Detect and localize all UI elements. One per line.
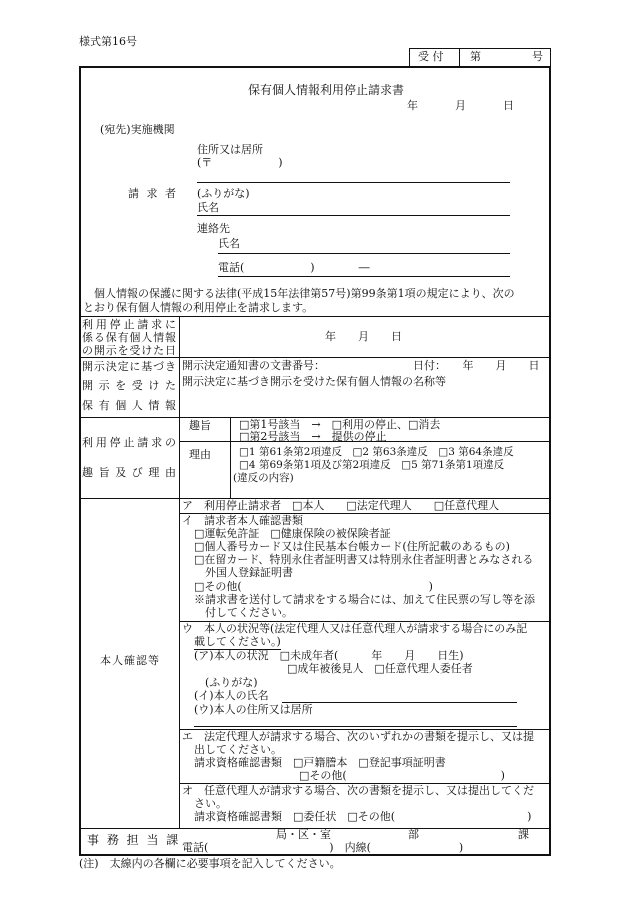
purpose-label: 趣旨: [189, 419, 211, 432]
legal-agent-heading: エ 法定代理人が請求する場合、次のいずれかの書類を提示し、又は提: [182, 730, 534, 743]
id-docs-heading: イ 請求者本人確認書類: [182, 514, 303, 527]
principal-furigana: (ふりがな): [205, 676, 258, 689]
purpose-option-2[interactable]: □第2号該当 → 提供の停止: [239, 430, 387, 443]
id-docs-option-3[interactable]: □在留カード、特別永住者証明書又は特別永住者証明書とみなされる: [194, 553, 534, 566]
id-docs-note-1: ※請求書を送付して請求をする場合には、加えて住民票の写し等を添: [194, 593, 535, 606]
receipt-box: [409, 48, 551, 66]
notice-date-field[interactable]: 日付： 年 月 日: [413, 359, 540, 372]
address-label: 住所又は居所: [197, 143, 263, 156]
principal-status-heading-2: 載してください。): [194, 635, 281, 648]
principal-address-line[interactable]: [194, 726, 517, 727]
legal-agent-docs[interactable]: 請求資格確認書類 □戸籍謄本 □登記事項証明書: [194, 756, 446, 769]
row1-label-3: の開示を受けた日: [82, 344, 176, 357]
voluntary-agent-heading-2: さい。: [194, 797, 227, 810]
address-line[interactable]: [197, 182, 510, 183]
id-docs-note-2: 付してください。: [205, 606, 293, 619]
office-phone-field[interactable]: 電話( ) 内線( ): [182, 841, 464, 854]
disclosure-date-field[interactable]: 年 月 日: [325, 330, 402, 343]
legal-agent-heading-2: 出してください。: [194, 743, 282, 756]
row2-label-1: 開示決定に基づき: [82, 360, 176, 373]
footnote: (注) 太線内の各欄に必要事項を記入してください。: [79, 857, 341, 870]
receipt-no-suffix: 号: [532, 50, 543, 63]
purpose-option-1[interactable]: □第1号該当 → □利用の停止、□消去: [239, 418, 441, 431]
addressee: (宛先)実施機関: [100, 123, 175, 136]
reason-label: 理由: [189, 448, 211, 461]
row1-label-1: 利用停止請求に: [82, 318, 176, 331]
principal-status-heading: ウ 本人の状況等(法定代理人又は任意代理人が請求する場合にのみ記: [182, 622, 528, 635]
form-title: 保有個人情報利用停止請求書: [248, 83, 405, 97]
office-department-field[interactable]: 局・区・室 部 課: [276, 828, 529, 841]
reason-options-1[interactable]: □1 第61条第2項違反 □2 第63条違反 □3 第64条違反: [239, 446, 514, 458]
receipt-no-prefix: 第: [470, 50, 481, 63]
principal-name-label: (イ)本人の氏名: [194, 689, 269, 702]
furigana-label: (ふりがな): [197, 187, 250, 200]
document-number-field[interactable]: 開示決定通知書の文書番号：: [182, 359, 325, 372]
contact-phone-field[interactable]: 電話( ) ―: [218, 261, 370, 274]
principal-status-guardian[interactable]: □成年被後見人 □任意代理人委任者: [287, 662, 473, 675]
name-line[interactable]: [197, 215, 510, 216]
row2-label-2: 開 示 を 受 け た: [82, 379, 176, 392]
info-name-field[interactable]: 開示決定に基づき開示を受けた保有個人情報の名称等: [182, 375, 446, 388]
postal-code-field[interactable]: (〒 ): [197, 156, 283, 169]
intro-line-1: 個人情報の保護に関する法律(平成15年法律第57号)第99条第1項の規定により、次の: [94, 287, 515, 300]
row2-label-3: 保 有 個 人 情 報: [82, 399, 176, 412]
office-label: 事 務 担 当 課: [87, 833, 181, 847]
requester-type-options[interactable]: ア 利用停止請求者 □本人 □法定代理人 □任意代理人: [182, 499, 500, 512]
intro-line-2: とおり保有個人情報の利用停止を請求します。: [83, 301, 314, 314]
violation-content-label: (違反の内容): [233, 472, 294, 484]
requester-label: 請 求 者: [128, 187, 178, 200]
row3-label-1: 利用停止請求の: [82, 436, 176, 449]
voluntary-agent-docs[interactable]: 請求資格確認書類 □委任状 □その他( ): [194, 810, 532, 823]
date-day: 日: [503, 99, 514, 112]
date-year: 年: [407, 99, 418, 112]
name-label: 氏名: [197, 201, 219, 214]
contact-name-label: 氏名: [218, 237, 240, 250]
receipt-label: 受 付: [418, 50, 444, 63]
id-docs-option-1[interactable]: □運転免許証 □健康保険の被保険者証: [194, 527, 391, 540]
legal-agent-other[interactable]: □その他( ): [299, 769, 505, 782]
row3-label-2: 趣 旨 及 び 理 由: [82, 466, 176, 479]
form-number: 様式第16号: [79, 35, 137, 48]
row1-label-2: 係る保有個人情報: [82, 331, 176, 344]
reason-options-2[interactable]: □4 第69条第1項及び第2項違反 □5 第71条第1項違反: [239, 459, 505, 471]
contact-name-line[interactable]: [218, 253, 510, 254]
contact-label: 連絡先: [197, 222, 230, 235]
voluntary-agent-heading: オ 任意代理人が請求する場合、次の書類を提示し、又は提出してくだ: [182, 784, 534, 797]
principal-name-line[interactable]: [282, 702, 517, 703]
date-month: 月: [455, 99, 466, 112]
id-docs-option-2[interactable]: □個人番号カード又は住民基本台帳カード(住所記載のあるもの): [194, 540, 510, 553]
principal-status-minor[interactable]: (ア)本人の状況 □未成年者( 年 月 日生): [194, 649, 464, 662]
id-docs-option-3b: 外国人登録証明書: [205, 566, 293, 579]
principal-address-label: (ウ)本人の住所又は居所: [194, 703, 313, 716]
id-docs-other[interactable]: □その他( ): [194, 580, 433, 593]
identity-label: 本人確認等: [100, 654, 160, 667]
